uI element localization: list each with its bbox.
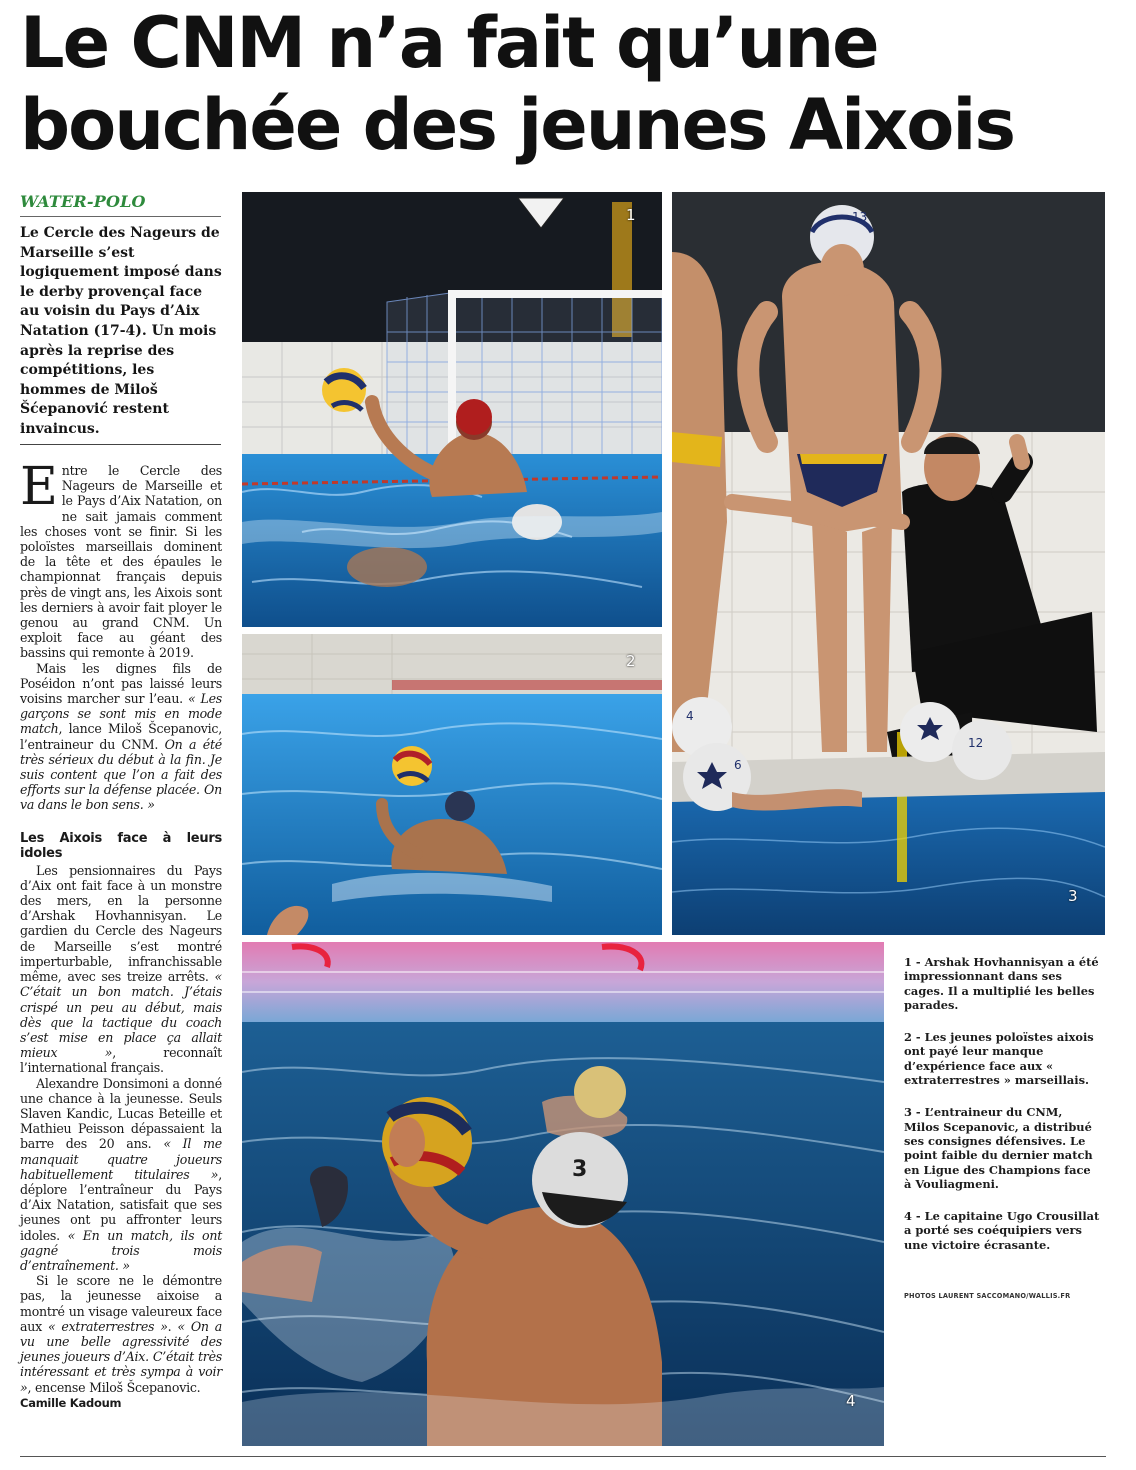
cap-number: 13	[852, 210, 868, 224]
photo-2-illustration	[242, 634, 662, 935]
rubric-label: WATER-POLO	[20, 192, 146, 211]
photo-caption: 2 - Les jeunes poloïstes aixois ont payé leur manque d’expérience face aux « extraterrestres » marseillais.	[904, 1030, 1094, 1088]
photo-caption: 3 - L’entraineur du CNM, Milos Scepanovic, a distribué ses consignes défensives. Le point faible du dernier match en Ligue des Champions face à Vouliagmeni.	[904, 1105, 1093, 1191]
photo-goalkeeper	[242, 192, 662, 627]
lead-divider	[20, 444, 221, 445]
article-paragraph: Alexandre Donsimoni a donné une chance à la jeunesse. Seuls Slaven Kandic, Lucas Beteille et Mathieu Peisson dépassaient la barre des 20 ans. « Il me manquait quatre joueurs habituellement titulaires », déplore l’entraîneur du Pays d’Aix Natation, satisfait que ses jeunes ont pu affronter leurs idoles. « En un match, ils ont gagné trois mois d’entraînement. »	[20, 1075, 223, 1273]
article-body	[20, 457, 223, 1411]
cap-number: 6	[734, 758, 742, 772]
drop-cap: E	[20, 457, 58, 517]
photo-4-illustration	[242, 942, 884, 1446]
photo-captions	[904, 955, 1100, 1270]
article-paragraph: Mais les dignes fils de Poséidon n’ont pas laissé leurs voisins marcher sur l’eau. « Les garçons se sont mis en mode match, lance Miloš Šcepanovic, l’entraineur du CNM. On a été très sérieux du début à la fin. Je suis content que l’on a fait des efforts sur la défense placée. On va dans le bon sens. »	[20, 660, 222, 813]
section-rubric	[20, 192, 221, 217]
photo-1-illustration	[242, 192, 662, 627]
photo-coach	[672, 192, 1105, 935]
cap-number: 3	[572, 1157, 588, 1182]
headline: Le CNM n’a fait qu’une bouchée des jeunes Aixois	[20, 2, 1015, 166]
photo-credit: PHOTOS LAURENT SACCOMANO/WALLIS.FR	[904, 1292, 1071, 1300]
cap-number: 4	[686, 709, 694, 723]
lead-paragraph: Le Cercle des Nageurs de Marseille s’est logiquement imposé dans le derby provençal face au voisin du Pays d’Aix Natation (17-4). Un mois après la reprise des compétitions, les hommes de Miloš Šćepanović restent invaincus.	[20, 225, 222, 437]
photo-number: 4	[846, 1392, 856, 1410]
photo-number: 1	[626, 206, 636, 224]
author-signature: Camille Kadoum	[20, 1395, 122, 1410]
cap-number: 12	[968, 736, 984, 750]
photo-number: 2	[626, 652, 636, 670]
article-paragraph: Si le score ne le démontre pas, la jeunesse aixoise a montré un visage valeureux face aux « extraterrestres ». « On a vu une belle agressivité des jeunes joueurs d’Aix. C’était très intéressant et très sympa à voir », encense Miloš Šcepanovic.	[20, 1273, 222, 1395]
page-bottom-rule	[20, 1456, 1106, 1457]
photo-number: 3	[1068, 887, 1078, 905]
photo-caption: 1 - Arshak Hovhannisyan a été impressionnant dans ses cages. Il a multiplié les belles parades.	[904, 955, 1099, 1012]
article-subhead: Les Aixois face à leurs idoles	[20, 830, 222, 861]
photo-captain	[242, 942, 884, 1446]
article-paragraph: Entre le Cercle des Nageurs de Marseille et le Pays d’Aix Natation, on ne sait jamais comment les choses vont se finir. Si les poloïstes marseillais dominent de la tête et des épaules le championnat français depuis près de vingt ans, les Aixois sont les derniers à avoir fait ployer le genou au grand CNM. Un exploit face au géant des bassins qui remonte à 2019.	[20, 457, 222, 661]
article-paragraph: Les pensionnaires du Pays d’Aix ont fait face à un monstre des mers, en la personne d’Arshak Hovhannisyan. Le gardien du Cercle des Nageurs de Marseille s’est montré imperturbable, infranchissable même, avec ses treize arrêts. « C’était un bon match. J’étais crispé un peu au début, mais dès que la tactique du coach s’est mise en place ça allait mieux », reconnaît l’international français.	[20, 862, 222, 1076]
photo-young-player	[242, 634, 662, 935]
photo-caption: 4 - Le capitaine Ugo Crousillat a porté ses coéquipiers vers une victoire écrasante.	[904, 1209, 1100, 1252]
photo-3-illustration	[672, 192, 1105, 935]
